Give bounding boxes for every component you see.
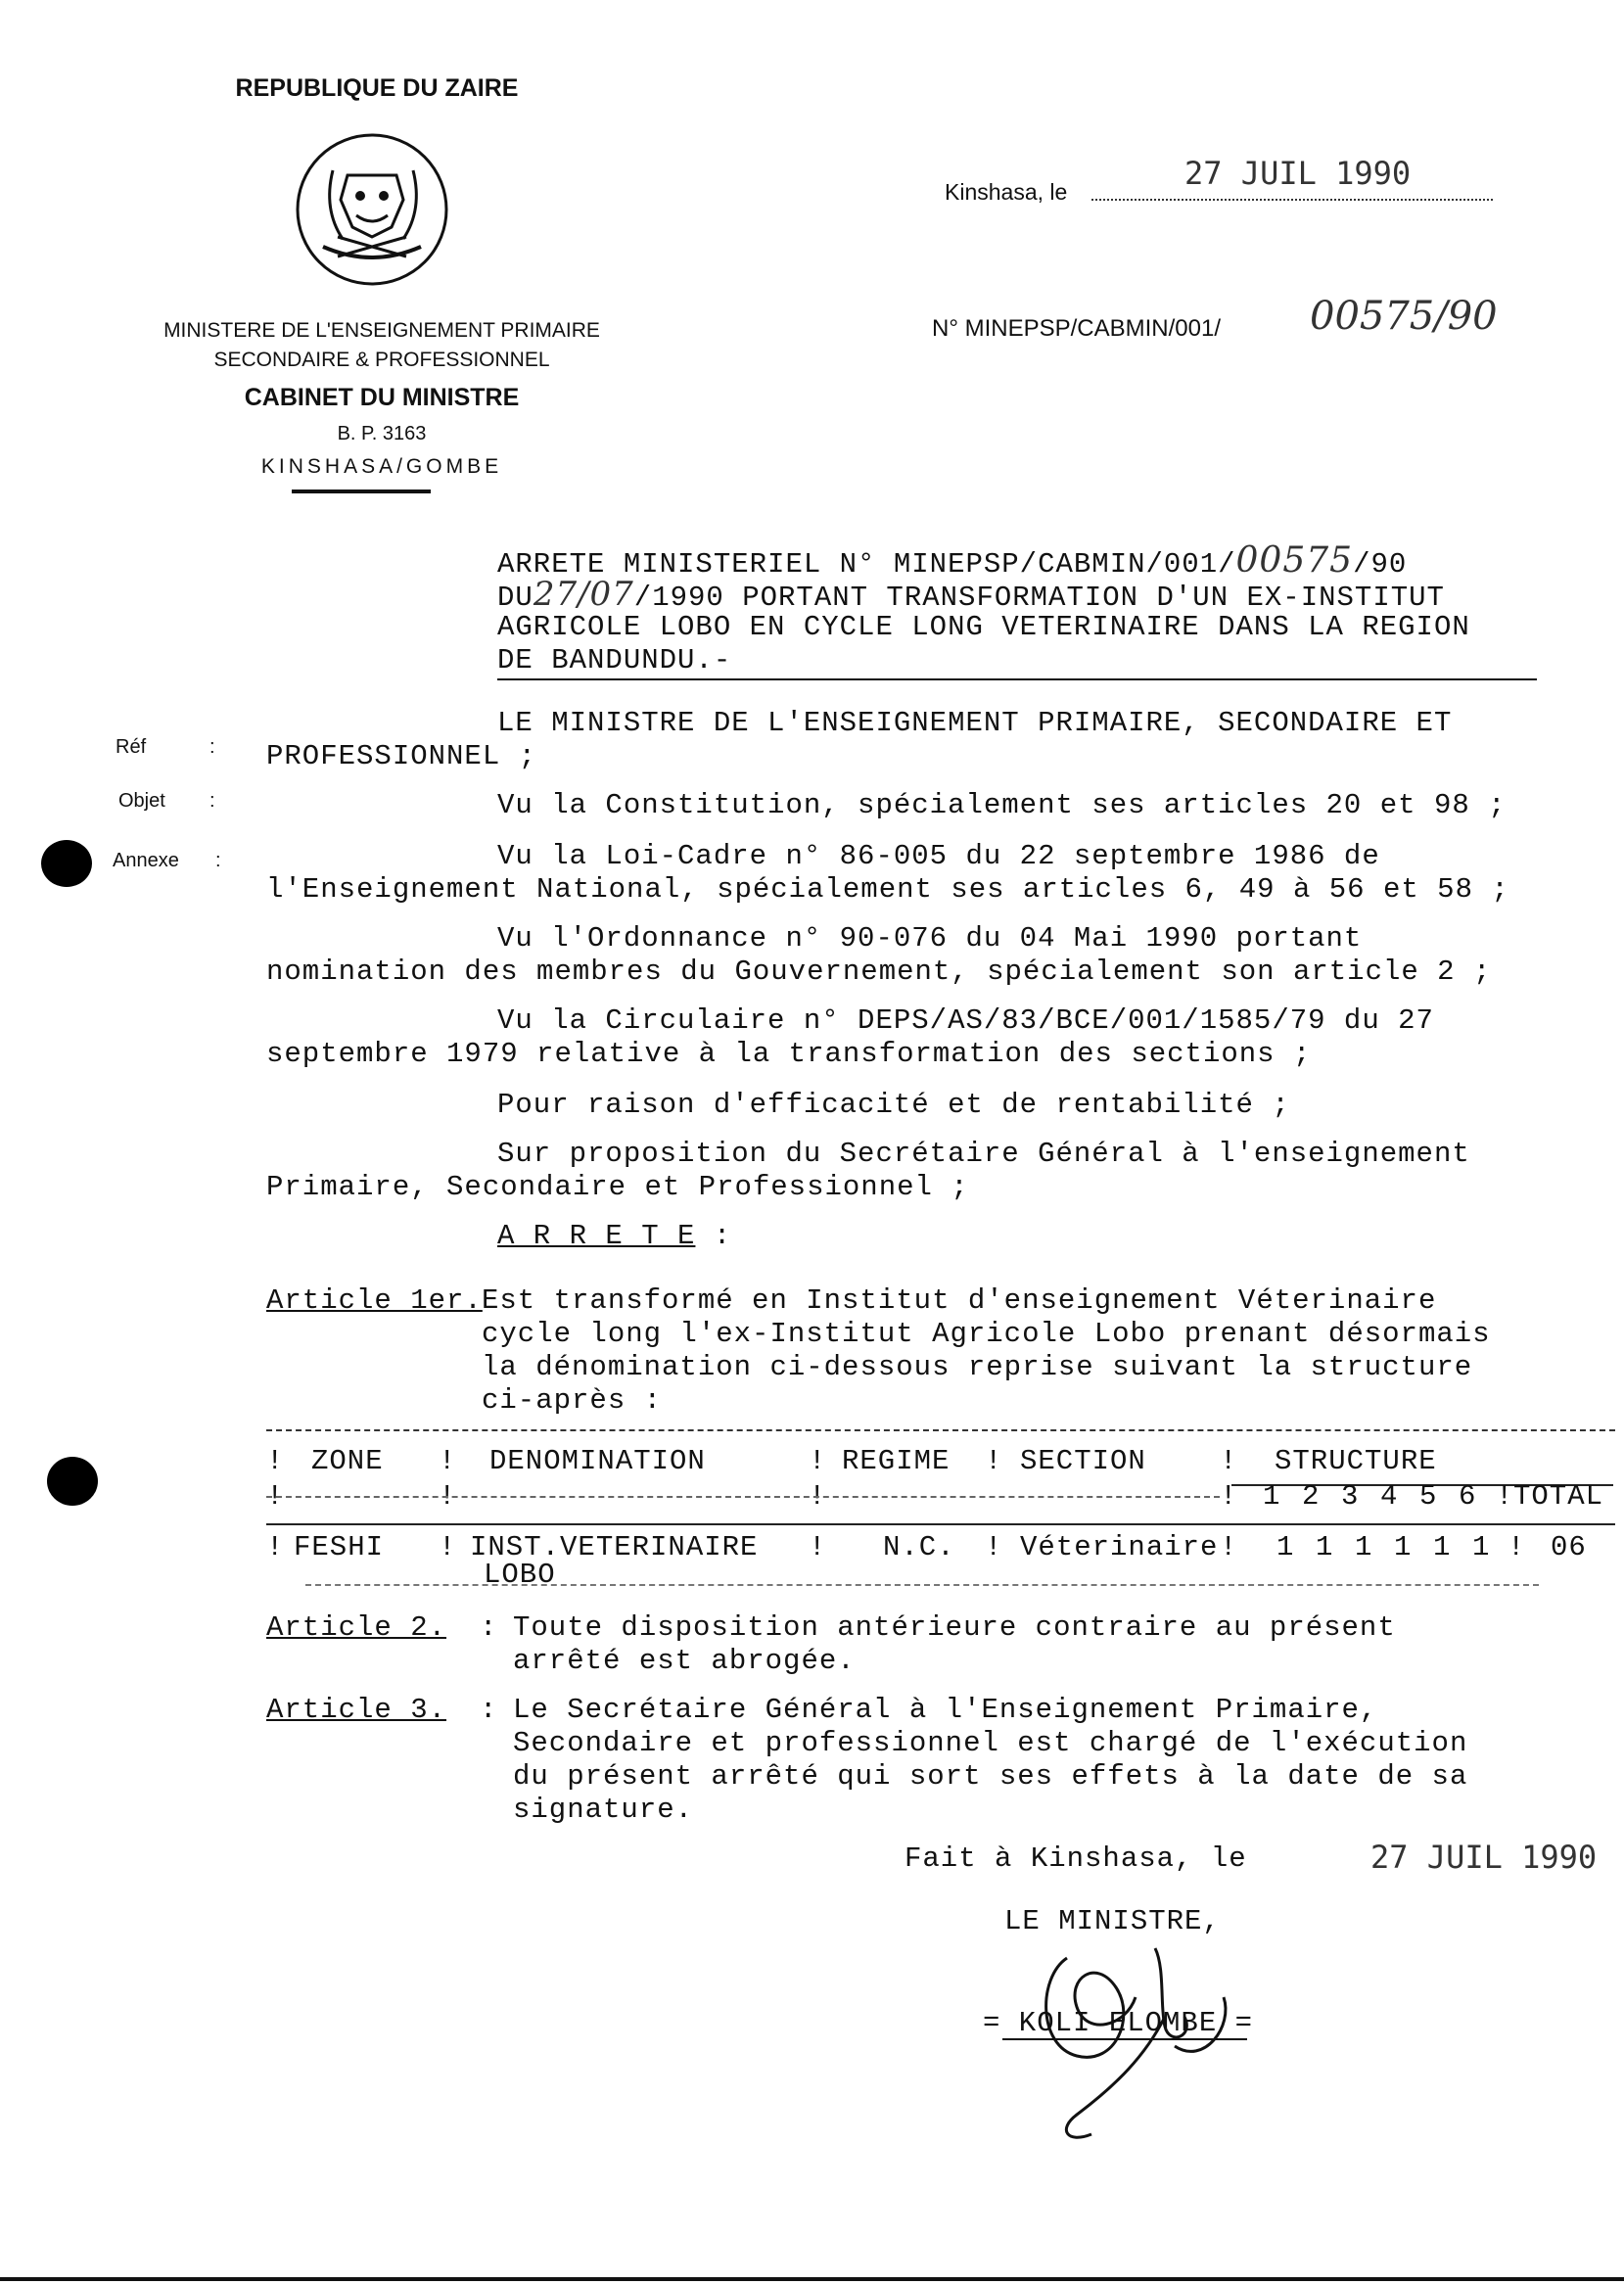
raison-line: Pour raison d'efficacité et de rentabilité ;: [497, 1089, 1290, 1121]
article-3-label: Article 3.: [266, 1694, 447, 1726]
article-2-line-1: Toute disposition antérieure contraire au présent: [513, 1611, 1396, 1644]
handwritten-signature: [1018, 1919, 1273, 2164]
header-rule: [292, 490, 431, 493]
article-1-line-1: Est transformé en Institut d'enseignement Véterinaire: [482, 1284, 1437, 1317]
vu-loi-cadre-line-2: l'Enseignement National, spécialement ses articles 6, 49 à 56 et 58 ;: [266, 873, 1509, 906]
cell-section: Véterinaire: [1020, 1531, 1219, 1563]
year-header-6: 6: [1459, 1480, 1477, 1513]
article-1-line-4: ci-après :: [482, 1384, 663, 1417]
title-line-2: DU27/07/1990 PORTANT TRANSFORMATION D'UN EX-INSTITUT: [497, 575, 1445, 614]
vu-ordonnance-line-2: nomination des membres du Gouvernement, spécialement son article 2 ;: [266, 956, 1492, 988]
article-3-line-4: signature.: [513, 1794, 694, 1826]
coat-of-arms-emblem: [294, 131, 450, 288]
reference-number-handwritten: 00575/90: [1310, 294, 1498, 339]
title-line-1: ARRETE MINISTERIEL N° MINEPSP/CABMIN/001/00575/90: [497, 540, 1408, 581]
proposition-line-1: Sur proposition du Secrétaire Général à l'enseignement: [497, 1138, 1470, 1170]
place-date-label: Kinshasa, le: [945, 179, 1068, 205]
title-underline: [497, 678, 1537, 680]
arrete-heading: A R R E T E :: [497, 1220, 732, 1252]
minister-name: = KOLI ELOMBE =: [983, 2007, 1254, 2039]
ministry-line-1: MINISTERE DE L'ENSEIGNEMENT PRIMAIRE: [163, 319, 600, 342]
col-header-section: SECTION: [1020, 1445, 1146, 1477]
article-3-line-3: du présent arrêté qui sort ses effets à la date de sa: [513, 1760, 1468, 1793]
year-header-2: 2: [1302, 1480, 1321, 1513]
article-3-sep: :: [480, 1694, 498, 1726]
ministry-line-2: SECONDAIRE & PROFESSIONNEL: [213, 349, 550, 371]
cell-denomination-line-2: LOBO: [484, 1559, 556, 1591]
year-header-1: 1: [1263, 1480, 1281, 1513]
objet-label: Objet: [118, 790, 165, 812]
article-1-line-2: cycle long l'ex-Institut Agricole Lobo prenant désormais: [482, 1318, 1491, 1350]
cell-year-1: 1: [1276, 1531, 1295, 1563]
vu-loi-cadre-line-1: Vu la Loi-Cadre n° 86-005 du 22 septembre 1986 de: [497, 840, 1380, 872]
article-3-line-2: Secondaire et professionnel est chargé de l'exécution: [513, 1727, 1468, 1759]
binder-hole-bottom: [47, 1457, 98, 1506]
vu-constitution: Vu la Constitution, spécialement ses articles 20 et 98 ;: [497, 789, 1507, 821]
article-2-sep: :: [480, 1611, 498, 1644]
header-sub-rule: [266, 1496, 1220, 1498]
table-row: ! FESHI ! INST.VETERINAIRE LOBO ! N.C. ! Véterinaire ! 1 1 1 1 1 1 ! 06: [266, 1531, 1587, 1591]
country-name: REPUBLIQUE DU ZAIRE: [235, 74, 519, 102]
article-1-label: Article 1er.: [266, 1284, 483, 1317]
binder-hole-top: [41, 840, 92, 887]
cell-year-5: 1: [1433, 1531, 1452, 1563]
date-dotted-line: [1091, 199, 1493, 201]
col-header-denomination: DENOMINATION: [489, 1445, 706, 1477]
cell-zone: FESHI: [294, 1531, 385, 1563]
table-top-border: [266, 1429, 1615, 1431]
annexe-label: Annexe: [113, 850, 179, 871]
proposition-line-2: Primaire, Secondaire et Professionnel ;: [266, 1171, 969, 1203]
cell-denomination-line-1: INST.VETERINAIRE: [470, 1531, 759, 1563]
minister-line-2: PROFESSIONNEL ;: [266, 740, 537, 772]
article-2-label: Article 2.: [266, 1611, 447, 1644]
year-header-5: 5: [1419, 1480, 1438, 1513]
objet-colon: :: [209, 790, 215, 812]
header-bottom-rule: [266, 1523, 1615, 1525]
vu-circulaire-line-1: Vu la Circulaire n° DEPS/AS/83/BCE/001/1585/79 du 27: [497, 1004, 1434, 1037]
col-header-zone: ZONE: [311, 1445, 384, 1477]
cell-year-6: 1: [1472, 1531, 1491, 1563]
col-header-total: TOTAL: [1513, 1480, 1604, 1513]
fait-a-kinshasa: Fait à Kinshasa, le: [905, 1842, 1247, 1875]
cell-year-4: 1: [1394, 1531, 1413, 1563]
title-hand-date: 27/07: [533, 575, 634, 614]
minister-role: LE MINISTRE,: [1004, 1905, 1221, 1937]
article-1-line-3: la dénomination ci-dessous reprise suivant la structure: [482, 1351, 1473, 1383]
ref-colon: :: [209, 736, 215, 758]
year-header-3: 3: [1341, 1480, 1360, 1513]
article-3-line-1: Le Secrétaire Général à l'Enseignement Primaire,: [513, 1694, 1378, 1726]
year-header-4: 4: [1380, 1480, 1399, 1513]
row-bottom-rule: [305, 1584, 1539, 1586]
closing-date-stamp: 27 JUIL 1990: [1370, 1839, 1598, 1876]
cabinet-title: CABINET DU MINISTRE: [244, 384, 520, 411]
reference-number-label: N° MINEPSP/CABMIN/001/: [932, 315, 1222, 342]
date-stamp: 27 JUIL 1990: [1184, 155, 1412, 192]
col-header-structure: STRUCTURE: [1275, 1445, 1437, 1477]
title-line-3: AGRICOLE LOBO EN CYCLE LONG VETERINAIRE DANS LA REGION: [497, 611, 1470, 643]
article-2-line-2: arrêté est abrogée.: [513, 1645, 856, 1677]
ref-label: Réf: [116, 736, 147, 758]
cell-total: 06: [1551, 1531, 1587, 1563]
postal-box: B. P. 3163: [337, 423, 427, 444]
minister-line-1: LE MINISTRE DE L'ENSEIGNEMENT PRIMAIRE, SECONDAIRE ET: [497, 707, 1453, 739]
title-line-4: DE BANDUNDU.-: [497, 644, 732, 676]
annexe-colon: :: [215, 850, 221, 871]
title-hand-number: 00575: [1235, 540, 1354, 581]
vu-circulaire-line-2: septembre 1979 relative à la transformation des sections ;: [266, 1038, 1312, 1070]
col-header-regime: REGIME: [842, 1445, 951, 1477]
cell-regime: N.C.: [883, 1531, 955, 1563]
cell-year-3: 1: [1355, 1531, 1373, 1563]
cell-year-2: 1: [1316, 1531, 1334, 1563]
bottom-edge-line: [0, 2277, 1624, 2281]
structure-table: ! ZONE ! DENOMINATION ! REGIME ! SECTION ! STRUCTURE ! ! ! ! 1 2 3 4 5 6 ! TOTAL ! FESHI ! INST.VETERINAIRE LOBO ! N.C. ! Véterinaire ! 1 1 1 1 1 1 ! 06: [266, 1443, 1617, 1590]
vu-ordonnance-line-1: Vu l'Ordonnance n° 90-076 du 04 Mai 1990 portant: [497, 922, 1363, 955]
city-line: KINSHASA/GOMBE: [260, 455, 503, 478]
